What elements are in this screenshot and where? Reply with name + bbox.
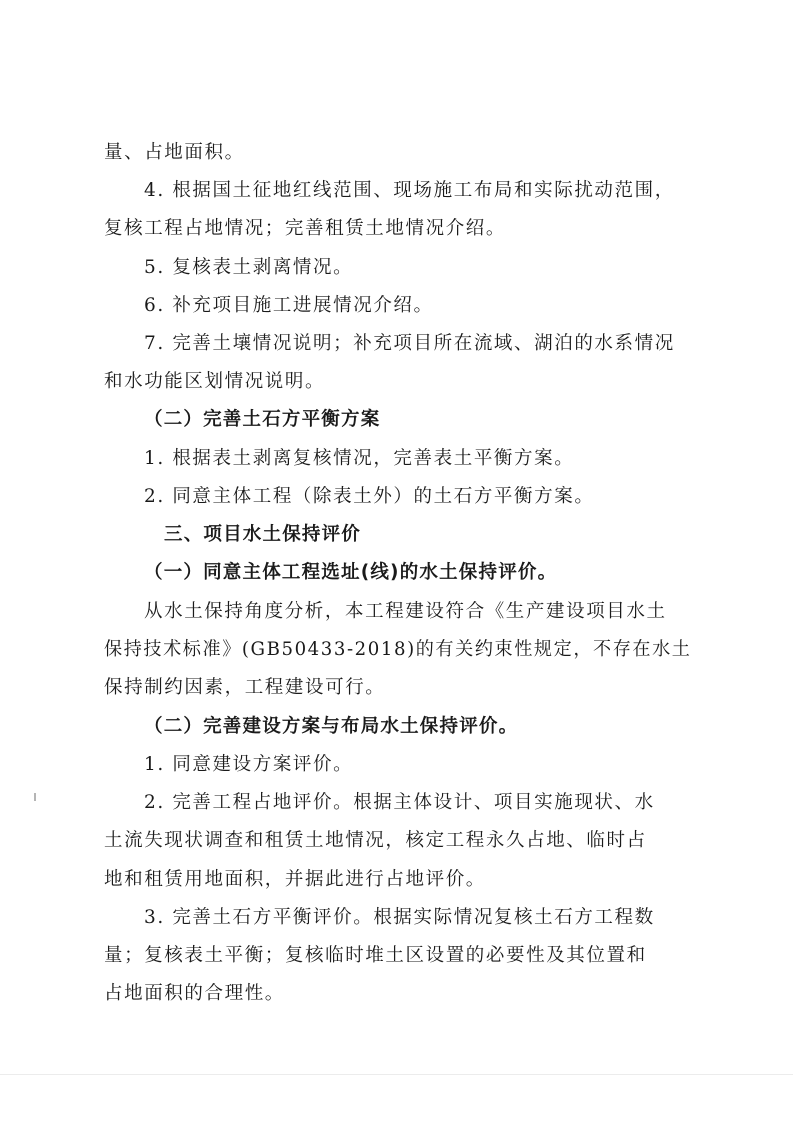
text-line-20: 地和租赁用地面积，并据此进行占地评价。	[104, 869, 486, 890]
list-item-7: 7. 完善土壤情况说明；补充项目所在流域、湖泊的水系情况	[144, 333, 675, 354]
list-item-2b: 2. 完善工程占地评价。根据主体设计、项目实施现状、水	[144, 792, 655, 813]
list-item-2: 2. 同意主体工程（除表土外）的土石方平衡方案。	[144, 486, 595, 507]
text-line-3: 复核工程占地情况；完善租赁土地情况介绍。	[104, 218, 507, 239]
list-item-4: 4. 根据国土征地红线范围、现场施工布局和实际扰动范围，	[144, 180, 675, 201]
text-line-23: 占地面积的合理性。	[104, 983, 285, 1004]
list-item-5: 5. 复核表土剥离情况。	[144, 257, 354, 278]
paragraph-line-3: 保持制约因素，工程建设可行。	[104, 677, 386, 698]
scan-speck	[34, 793, 36, 801]
list-item-6: 6. 补充项目施工进展情况介绍。	[144, 295, 434, 316]
list-item-1: 1. 根据表土剥离复核情况，完善表土平衡方案。	[144, 448, 575, 469]
paragraph-line-1: 从水土保持角度分析，本工程建设符合《生产建设项目水土	[144, 601, 667, 622]
list-item-3b: 3. 完善土石方平衡评价。根据实际情况复核土石方工程数	[144, 907, 655, 928]
text-line-22: 量；复核表土平衡；复核临时堆土区设置的必要性及其位置和	[104, 945, 647, 966]
paragraph-line-2: 保持技术标准》(GB50433-2018)的有关约束性规定，不存在水土	[104, 639, 692, 660]
text-line-19: 土流失现状调查和租赁土地情况，核定工程永久占地、临时占	[104, 830, 647, 851]
subsection-heading-1: （一）同意主体工程选址(线)的水土保持评价。	[144, 562, 558, 583]
text-line-7: 和水功能区划情况说明。	[104, 371, 326, 392]
subsection-heading-2b: （二）完善建设方案与布局水土保持评价。	[144, 716, 519, 737]
page-bottom-rule	[0, 1074, 793, 1075]
list-item-1b: 1. 同意建设方案评价。	[144, 754, 354, 775]
subsection-heading-2: （二）完善土石方平衡方案	[144, 409, 381, 430]
text-line-1: 量、占地面积。	[104, 142, 245, 163]
section-heading-3: 三、项目水土保持评价	[164, 524, 362, 545]
